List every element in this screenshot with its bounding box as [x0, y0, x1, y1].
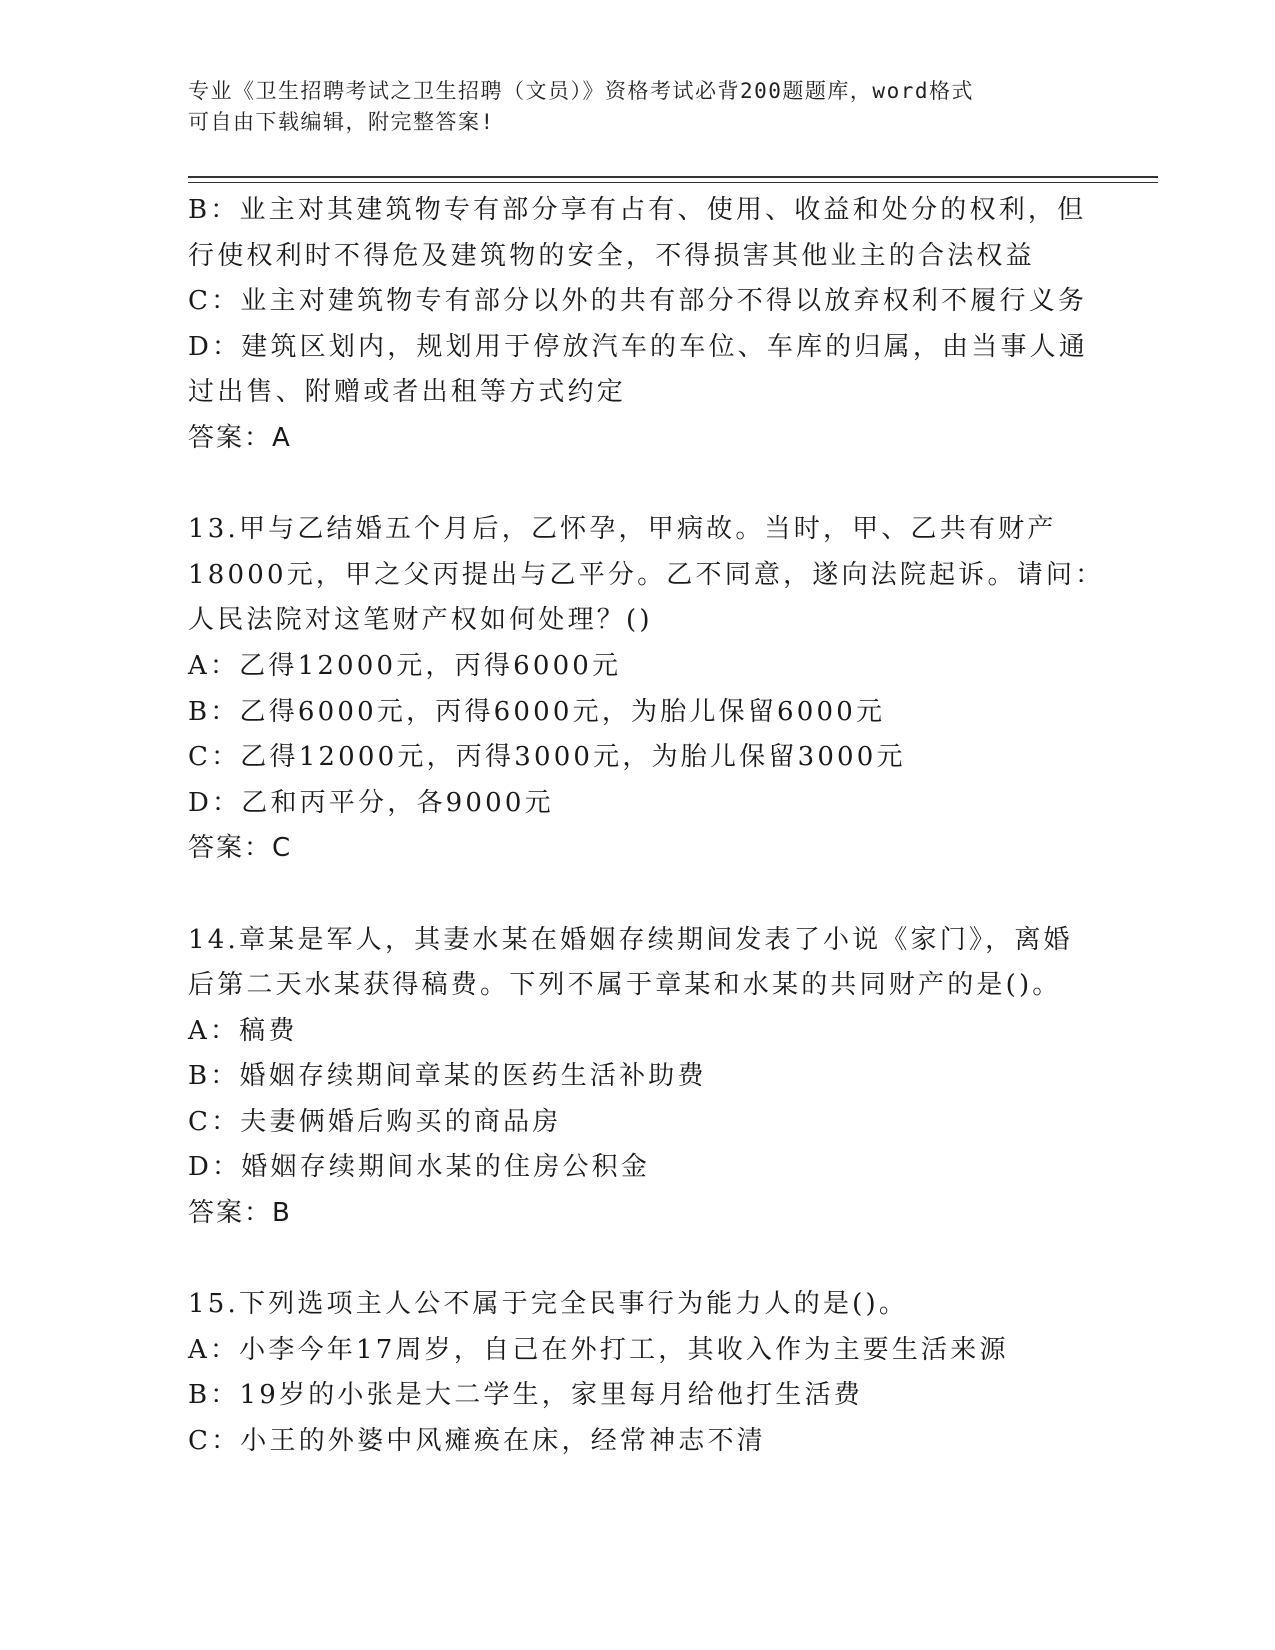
- q14-answer: 答案：B: [188, 1198, 292, 1229]
- q13-stem-line-3: 人民法院对这笔财产权如何处理？(): [188, 605, 653, 636]
- question-13: [188, 507, 1105, 872]
- q13-option-b: B：乙得6000元，丙得6000元，为胎儿保留6000元: [188, 696, 886, 727]
- q14-option-c: C：夫妻俩婚后购买的商品房: [188, 1106, 562, 1137]
- q13-option-d: D：乙和丙平分，各9000元: [188, 787, 554, 818]
- q14-option-d: D：婚姻存续期间水某的住房公积金: [188, 1152, 651, 1183]
- question-15: [188, 1282, 1088, 1464]
- spacer: [188, 1237, 1088, 1283]
- q13-option-a: A：乙得12000元，丙得6000元: [188, 650, 622, 681]
- q13-stem-line-1: 13.甲与乙结婚五个月后，乙怀孕，甲病故。当时，甲、乙共有财产: [188, 514, 1057, 545]
- spacer: [188, 872, 1088, 918]
- q14-option-b: B：婚姻存续期间章某的医药生活补助费: [188, 1061, 707, 1092]
- q15-option-c: C：小王的外婆中风瘫痪在床，经常神志不清: [188, 1426, 766, 1457]
- q15-option-b: B：19岁的小张是大二学生，家里每月给他打生活费: [188, 1380, 863, 1411]
- header-divider-thick: [188, 176, 1158, 178]
- spacer: [188, 462, 1088, 508]
- q15-option-a: A：小李今年17周岁，自己在外打工，其收入作为主要生活来源: [188, 1334, 1009, 1365]
- question-12: [188, 188, 1088, 462]
- header-line-1: 专业《卫生招聘考试之卫生招聘（文员）》资格考试必背200题题库，word格式: [188, 79, 974, 103]
- q12-option-d-line-1: D：建筑区划内，规划用于停放汽车的车位、车库的归属，由当事人通: [188, 331, 1089, 362]
- q12-option-b-line-2: 行使权利时不得危及建筑物的安全，不得损害其他业主的合法权益: [188, 240, 1035, 271]
- header-line-2: 可自由下载编辑，附完整答案!: [188, 110, 495, 134]
- q12-answer: 答案：A: [188, 422, 292, 453]
- q12-option-c: C：业主对建筑物专有部分以外的共有部分不得以放弃权利不履行义务: [188, 286, 1088, 317]
- q14-stem-line-1: 14.章某是军人，其妻水某在婚姻存续期间发表了小说《家门》，离婚: [188, 924, 1073, 955]
- document-body: [188, 188, 1105, 1465]
- q12-option-d-line-2: 过出售、附赠或者出租等方式约定: [188, 377, 627, 408]
- header-divider-thin: [188, 182, 1158, 183]
- q14-stem-line-2: 后第二天水某获得稿费。下列不属于章某和水某的共同财产的是()。: [188, 970, 1062, 1001]
- q13-option-c: C：乙得12000元，丙得3000元，为胎儿保留3000元: [188, 742, 906, 773]
- q13-stem-line-2: 18000元，甲之父丙提出与乙平分。乙不同意，遂向法院起诉。请问：: [188, 559, 1105, 590]
- q13-answer: 答案：C: [188, 833, 293, 864]
- q14-option-a: A：稿费: [188, 1015, 298, 1046]
- question-14: [188, 918, 1088, 1237]
- q15-stem-line-1: 15.下列选项主人公不属于完全民事行为能力人的是()。: [188, 1289, 909, 1320]
- document-header: [188, 76, 1068, 138]
- q12-option-b-line-1: B：业主对其建筑物专有部分享有占有、使用、收益和处分的权利，但: [188, 195, 1087, 225]
